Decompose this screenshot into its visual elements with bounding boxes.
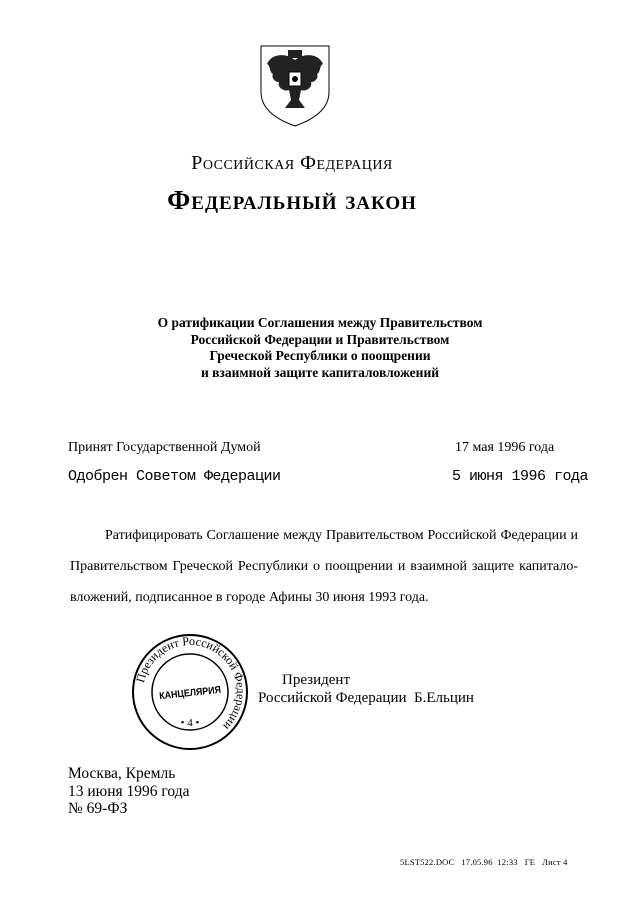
place-date-block: [68, 765, 189, 818]
signatory-name: Б.Ельцин: [414, 690, 474, 706]
svg-text:• 4 •: • 4 •: [180, 717, 200, 729]
law-number: № 69-ФЗ: [68, 800, 128, 817]
title-line: Российской Федерации и Правительством: [190, 331, 450, 347]
svg-text:Президент Российской Федерации: Президент Российской Федерации: [133, 633, 249, 734]
signatory-title-line1: Президент: [282, 672, 350, 688]
body-line: Ратифицировать Соглашение между Правительством Российской Федерации и: [105, 528, 578, 543]
council-date: 5 июня 1996 года: [452, 468, 589, 485]
document-type-heading: Федеральный закон: [167, 185, 417, 215]
body-line: вложений, подписанное в городе Афины 30 июня 1993 года.: [70, 590, 429, 605]
council-label: Одобрен Советом Федерации: [68, 468, 281, 485]
file-footer: 5LST522.DOC 17.05.96 12:33 ГЕ Лист 4: [400, 857, 568, 867]
svg-text:КАНЦЕЛЯРИЯ: КАНЦЕЛЯРИЯ: [158, 683, 230, 703]
country-heading: Российская Федерация: [191, 152, 393, 174]
body-line: Правительством Греческой Республики о поощрении и взаимной защите капитало-: [70, 559, 578, 574]
coat-of-arms-emblem: [255, 42, 335, 128]
official-stamp: [130, 632, 250, 752]
city: Москва, Кремль: [68, 765, 176, 782]
signatory-title-line2: Российской Федерации: [258, 690, 407, 706]
duma-date: 17 мая 1996 года: [455, 440, 555, 455]
law-title: [0, 315, 640, 381]
title-line: Греческой Республики о поощрении: [209, 348, 431, 363]
law-body: [70, 520, 578, 613]
title-line: О ратификации Соглашения между Правительством: [157, 315, 483, 330]
sign-date: 13 июня 1996 года: [68, 782, 190, 800]
duma-label: Принят Государственной Думой: [68, 440, 261, 455]
title-line: и взаимной защите капиталовложений: [200, 364, 440, 380]
